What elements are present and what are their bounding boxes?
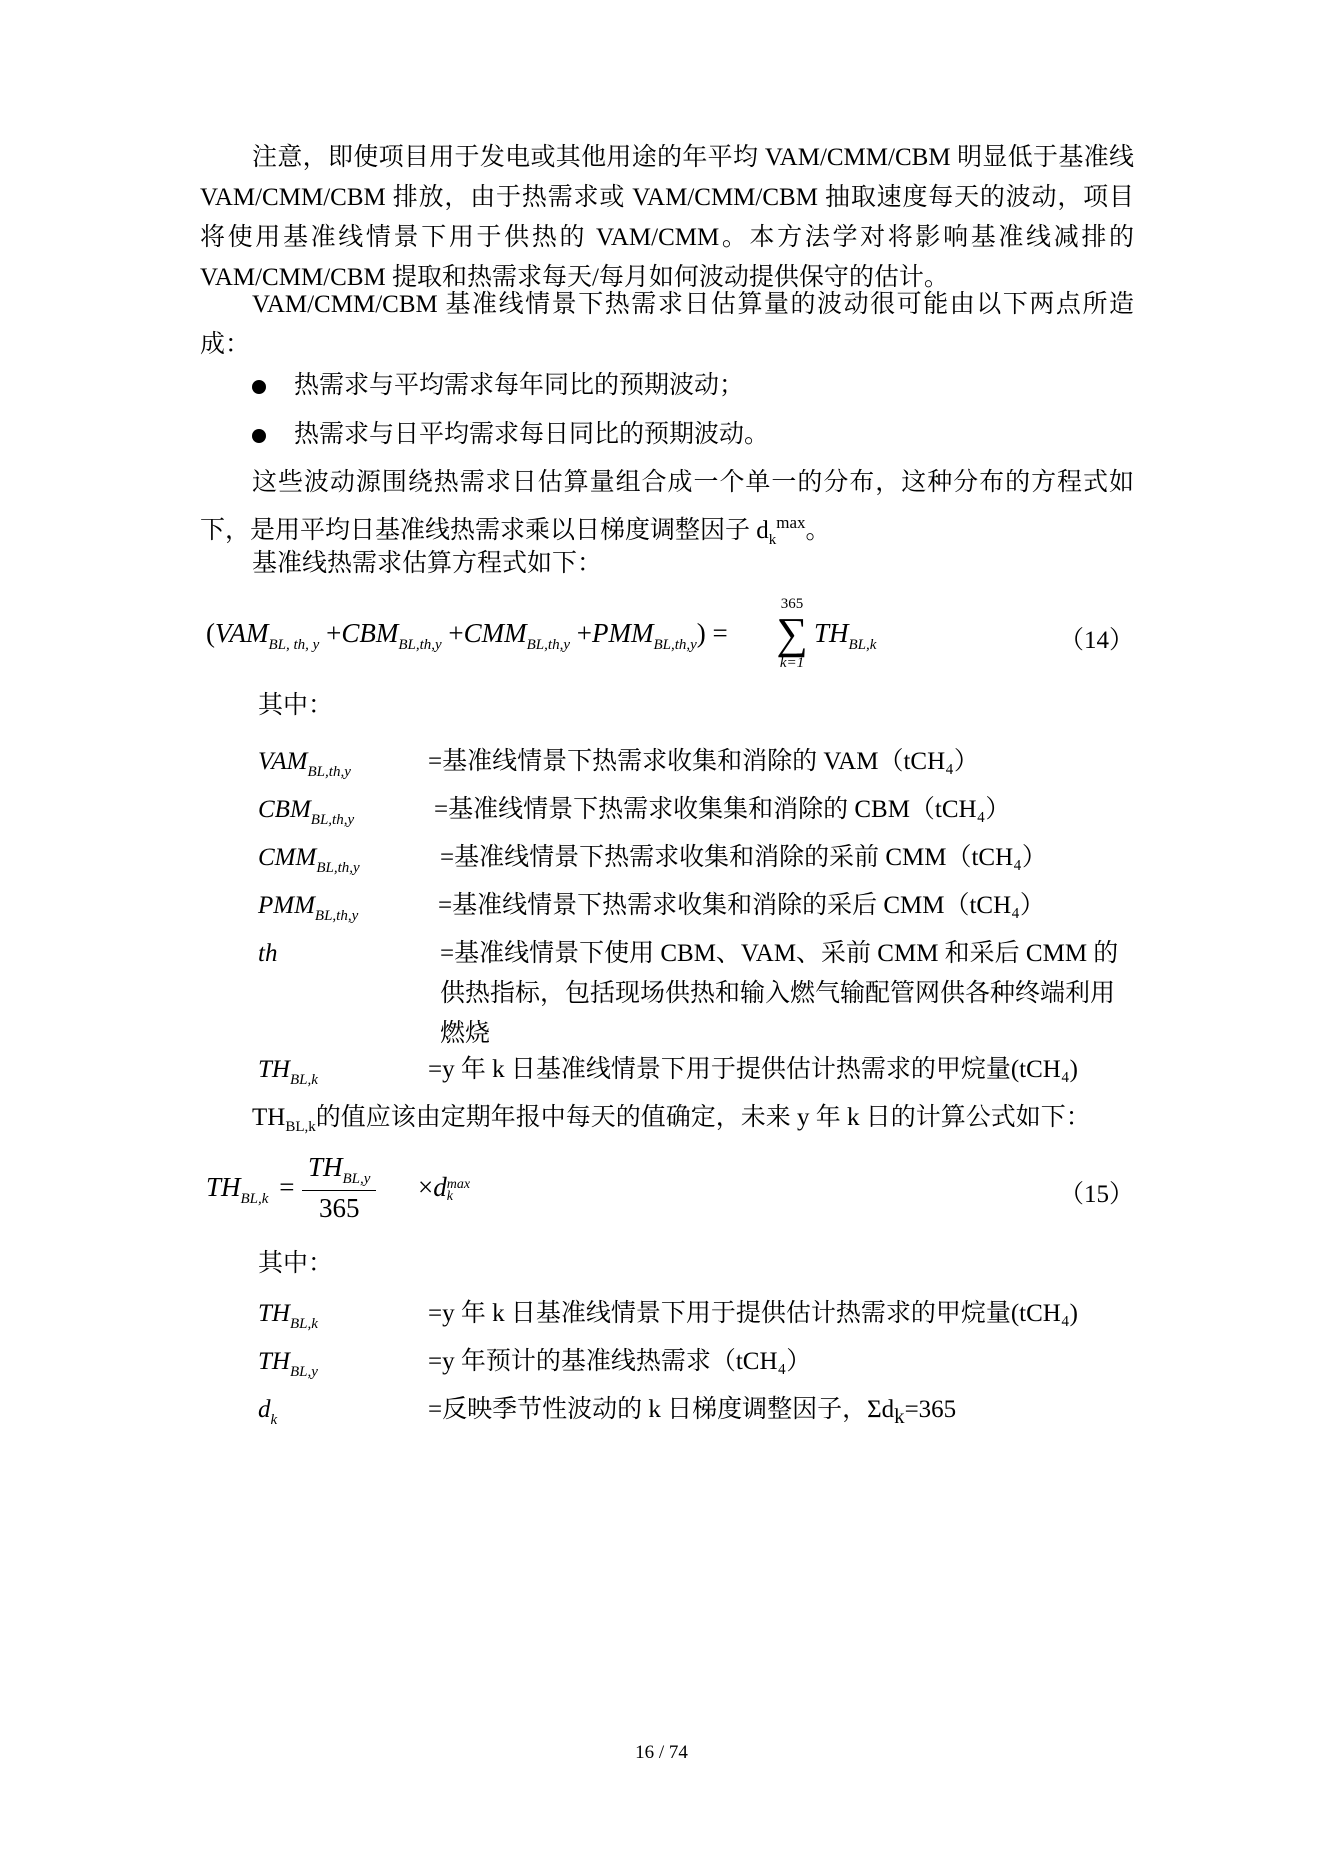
definition-text: =y 年 k 日基准线情景下用于提供估计热需求的甲烷量(tCH₄) bbox=[428, 1056, 1078, 1083]
equation-lhs: $(VAM_{BL, th, y} +CBM_{BL,th,y} +CMM_{BL,th,y} +PMM_{BL,th,y})$ = bbox=[206, 618, 728, 653]
eq-term: CMM bbox=[463, 618, 527, 648]
list-item-text: 热需求与平均需求每年同比的预期波动； bbox=[294, 372, 745, 399]
equation-15 bbox=[200, 1150, 1134, 1230]
list-item bbox=[258, 366, 744, 406]
definition-symbol: $PMM_{BL,th,y}$ bbox=[258, 892, 359, 924]
fraction-denominator: 365 bbox=[318, 1193, 360, 1223]
definition-text: =y 年 k 日基准线情景下用于提供估计热需求的甲烷量(tCH₄) bbox=[428, 1300, 1078, 1327]
definition-row bbox=[258, 1050, 1134, 1090]
eq-term: VAM bbox=[215, 618, 269, 648]
eq-term: CBM bbox=[341, 618, 399, 648]
eq-subscript: BL, th, y bbox=[268, 637, 320, 653]
paragraph-equation-intro: 基准线热需求估算方程式如下： bbox=[252, 550, 603, 577]
equation-rhs bbox=[814, 618, 876, 654]
paragraph-end: 。 bbox=[805, 517, 831, 544]
definition-symbol: $VAM_{BL,th,y}$ bbox=[258, 748, 351, 780]
equation-number: （14） bbox=[1058, 627, 1134, 654]
definition-text: =基准线情景下热需求收集和消除的 VAM（tCH₄） bbox=[428, 748, 979, 775]
definition-row bbox=[258, 1390, 1134, 1430]
paragraph-text: 这些波动源围绕热需求日估算量组合成一个单一的分布，这种分布的方程式如下，是用平均日基准线热需求乘以日梯度调整因子 d bbox=[200, 469, 1134, 544]
list-item bbox=[258, 415, 769, 455]
definition-symbol: $TH_{BL,k}$ bbox=[258, 1056, 318, 1088]
definition-row bbox=[258, 886, 1134, 926]
superscript: max bbox=[776, 513, 806, 532]
eq-subscript: BL,th,y bbox=[398, 637, 442, 653]
definition-text: =y 年预计的基准线热需求（tCH₄） bbox=[428, 1348, 812, 1375]
eq-term: PMM bbox=[591, 618, 654, 648]
where-heading: 其中： bbox=[258, 1250, 334, 1277]
definition-row bbox=[258, 934, 1134, 1054]
definition-row bbox=[258, 790, 1134, 830]
definition-text: =基准线情景下热需求收集和消除的采前 CMM（tCH₄） bbox=[440, 844, 1047, 871]
subscript: BL,k bbox=[285, 1119, 316, 1135]
subscript: k bbox=[768, 532, 777, 548]
list-item-text: 热需求与日平均需求每日同比的预期波动。 bbox=[294, 421, 770, 448]
eq-subscript: BL,k bbox=[848, 637, 877, 653]
definition-symbol: $d_k$ bbox=[258, 1396, 278, 1428]
page-number: 16 / 74 bbox=[635, 1742, 688, 1763]
definition-symbol: $TH_{BL,y}$ bbox=[258, 1348, 318, 1380]
definition-symbol: $TH_{BL,k}$ bbox=[258, 1300, 318, 1332]
definition-symbol: $CBM_{BL,th,y}$ bbox=[258, 796, 355, 828]
fraction-numerator: $TH_{BL,y}$ bbox=[302, 1152, 376, 1191]
paragraph-fluctuation-causes: VAM/CMM/CBM 基准线情景下热需求日估算量的波动很可能由以下两点所造成： bbox=[200, 291, 1134, 358]
sum-lower-limit: k=1 bbox=[779, 655, 805, 671]
equation-fraction bbox=[302, 1152, 376, 1224]
definition-text: =基准线情景下热需求收集集和消除的 CBM（tCH₄） bbox=[434, 796, 1011, 823]
equation-factor: ×d max k bbox=[418, 1172, 471, 1204]
eq-subscript: BL,th,y bbox=[526, 637, 570, 653]
definition-row bbox=[258, 1294, 1134, 1334]
equation-number: （15） bbox=[1058, 1181, 1134, 1208]
sum-upper-limit: 365 bbox=[780, 596, 804, 612]
definition-text: =基准线情景下使用 CBM、VAM、采前 CMM 和采后 CMM 的供热指标，包括现场供热和输入燃气输配管网供各种终端利用燃烧 bbox=[440, 940, 1119, 1047]
definition-row bbox=[258, 1342, 1134, 1382]
definition-row bbox=[258, 742, 1134, 782]
paragraph-symbol: TH bbox=[252, 1104, 286, 1131]
equation-14 bbox=[200, 596, 1134, 671]
where-heading: 其中： bbox=[258, 692, 334, 719]
bullet-icon bbox=[252, 380, 266, 394]
definition-row bbox=[258, 838, 1134, 878]
definition-symbol: $CMM_{BL,th,y}$ bbox=[258, 844, 360, 876]
sigma-icon: ∑ bbox=[776, 609, 808, 658]
paragraph-note: 注意，即使项目用于发电或其他用途的年平均 VAM/CMM/CBM 明显低于基准线 VAM/CMM/CBM 排放，由于热需求或 VAM/CMM/CBM 抽取速度每天的波动，项目将使用基准线情景下用于供热的 VAM/CMM。本方法学对将影响基准线减排的 VAM/CMM/CBM 提取和热需求每天/每月如何波动提供保守的估计。 bbox=[200, 144, 1134, 291]
paragraph-text: 的值应该由定期年报中每天的值确定，未来 y 年 k 日的计算公式如下： bbox=[315, 1104, 1091, 1131]
definition-text: =基准线情景下热需求收集和消除的采后 CMM（tCH₄） bbox=[438, 892, 1045, 919]
equation-lhs: $TH_{BL,k}$ = bbox=[206, 1172, 295, 1207]
definition-text: =反映季节性波动的 k 日梯度调整因子，$\Sigma d_k=365$ bbox=[428, 1396, 957, 1428]
definition-symbol: th bbox=[258, 940, 278, 967]
eq-subscript: BL,th,y bbox=[653, 637, 697, 653]
eq-term: TH bbox=[814, 618, 849, 648]
summation bbox=[772, 596, 812, 670]
paragraph-th-value bbox=[200, 1098, 1134, 1147]
bullet-icon bbox=[252, 429, 266, 443]
